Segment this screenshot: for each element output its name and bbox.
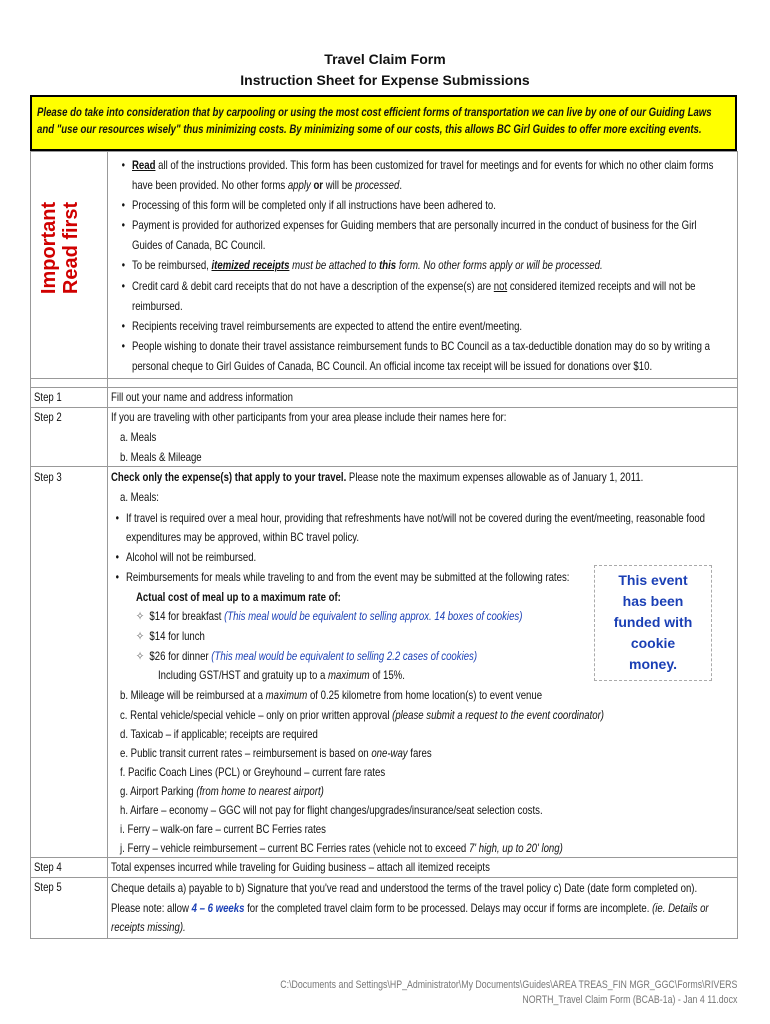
meal-rate-lunch: ✧ $14 for lunch bbox=[136, 629, 205, 643]
row-divider bbox=[30, 857, 738, 858]
instruction-bullet-2: • Processing of this form will be completed only if all instructions have been adhered to. bbox=[132, 198, 496, 213]
step-5-processing-note-cont: receipts missing). bbox=[111, 920, 186, 934]
step-3-ferry-walk: i. Ferry – walk-on fare – current BC Ferries rates bbox=[120, 822, 326, 836]
step-3-mileage: b. Mileage will be reimbursed at a maximum of 0.25 kilometre from home location(s) to event venue bbox=[120, 688, 543, 702]
notice-line-2: and "use our resources wisely" thus minimizing costs. By minimizing some of our costs, this allows BC Girl Guides to offer more exciting events. bbox=[37, 122, 702, 136]
step-3-transit: e. Public transit current rates – reimbursement is based on one-way fares bbox=[120, 746, 432, 760]
step-3-text: Check only the expense(s) that apply to your travel. Please note the maximum expenses allowable as of January 1, 2011. bbox=[111, 470, 644, 484]
step-3-parking: g. Airport Parking (from home to nearest airport) bbox=[120, 784, 324, 798]
step-4-label: Step 4 bbox=[34, 860, 62, 874]
notice-line-1: Please do take into consideration that by carpooling or using the most cost efficient forms of transportation we can live by one of our Guiding Laws bbox=[37, 105, 712, 119]
meal-rate-breakfast: ✧ $14 for breakfast (This meal would be equivalent to selling approx. 14 boxes of cookies) bbox=[136, 609, 523, 623]
meal-rule-3: • Reimbursements for meals while traveling to and from the event may be submitted at the following rates: bbox=[126, 570, 569, 585]
instruction-bullet-6: • Recipients receiving travel reimbursements are expected to attend the entire event/meeting. bbox=[132, 319, 522, 334]
step-2-label: Step 2 bbox=[34, 410, 62, 424]
page-title: Travel Claim Form bbox=[324, 51, 446, 67]
step-1-label: Step 1 bbox=[34, 390, 62, 404]
instruction-bullet-1-cont: have been provided. No other forms apply or will be processed. bbox=[132, 178, 403, 192]
row-divider bbox=[30, 877, 738, 878]
step-3-ferry-vehicle: j. Ferry – vehicle reimbursement – current BC Ferries rates (vehicle not to exceed 7' high, up to 20' long) bbox=[120, 841, 563, 855]
step-3-taxicab: d. Taxicab – if applicable; receipts are required bbox=[120, 727, 318, 741]
carpool-notice bbox=[30, 95, 737, 151]
document-path-footer: C:\Documents and Settings\HP_Administrator\My Documents\Guides\AREA TREAS_FIN MGR_GGC\Forms\RIVERS NORTH_Travel Claim Form (BCAB-1a) - Jan 4 11.docx bbox=[279, 979, 737, 1006]
meal-gst-note: Including GST/HST and gratuity up to a maximum of 15%. bbox=[158, 668, 405, 682]
step-1-text: Fill out your name and address information bbox=[111, 390, 293, 404]
step-4-text: Total expenses incurred while traveling for Guiding business – attach all itemized receipts bbox=[111, 860, 490, 874]
instruction-bullet-1: • Read all of the instructions provided. This form has been customized for travel for meetings and for events for which no other claim forms bbox=[132, 158, 713, 173]
step-2-text: If you are traveling with other participants from your area please include their names here for: bbox=[111, 410, 507, 424]
row-divider bbox=[30, 466, 738, 467]
instruction-bullet-5: • Credit card & debit card receipts that do not have a description of the expense(s) are not considered itemized receipts and will not be bbox=[132, 279, 696, 294]
step-3-airfare: h. Airfare – economy – GGC will not pay for flight changes/upgrades/insurance/seat selection costs. bbox=[120, 803, 543, 817]
instruction-bullet-3: • Payment is provided for authorized expenses for Guiding members that are personally incurred in the conduct of business for the Girl bbox=[132, 218, 697, 233]
meal-rate-dinner: ✧ $26 for dinner (This meal would be equivalent to selling 2.2 cases of cookies) bbox=[136, 649, 478, 663]
step-5-processing-note: Please note: allow 4 – 6 weeks for the completed travel claim form to be processed. Delays may occur if forms are incomplete. (ie. Details or bbox=[111, 901, 709, 915]
read-first-label: Read first bbox=[60, 201, 82, 295]
row-divider bbox=[30, 387, 738, 388]
step-2-option-a: a. Meals bbox=[120, 430, 157, 444]
step-3-meals: a. Meals: bbox=[120, 490, 159, 504]
meal-rule-1-cont: expenditures may be approved, within BC travel policy. bbox=[126, 530, 360, 544]
step-3-rental: c. Rental vehicle/special vehicle – only on prior written approval (please submit a request to the event coordinator) bbox=[120, 708, 604, 722]
instruction-bullet-4: • To be reimbursed, itemized receipts must be attached to this form. No other forms apply or will be processed. bbox=[132, 258, 603, 273]
important-read-first-label bbox=[38, 158, 82, 338]
step-3-label: Step 3 bbox=[34, 470, 62, 484]
instruction-bullet-3-cont: Guides of Canada, BC Council. bbox=[132, 238, 266, 252]
step-5-text: Cheque details a) payable to b) Signature that you've read and understood the terms of the travel policy c) Date (date form completed on). bbox=[111, 881, 698, 895]
instruction-bullet-5-cont: reimbursed. bbox=[132, 299, 183, 313]
meal-rule-2: • Alcohol will not be reimbursed. bbox=[126, 550, 256, 565]
instruction-bullet-7-cont: personal cheque to Girl Guides of Canada, BC Council. An official income tax receipt will be issued for donations over $10. bbox=[132, 359, 653, 373]
step-3-coach: f. Pacific Coach Lines (PCL) or Greyhound – current fare rates bbox=[120, 765, 386, 779]
cookie-money-callout: This event has been funded with cookie money. bbox=[594, 565, 712, 681]
step-2-option-b: b. Meals & Mileage bbox=[120, 450, 202, 464]
important-label: Important bbox=[38, 201, 60, 295]
meal-rule-1: • If travel is required over a meal hour, providing that refreshments have not/will not be covered during the event/meeting, reasonable food bbox=[126, 511, 705, 526]
meal-max-heading: Actual cost of meal up to a maximum rate of: bbox=[136, 590, 341, 604]
column-divider bbox=[107, 151, 108, 938]
row-divider bbox=[30, 407, 738, 408]
row-divider bbox=[30, 378, 738, 379]
page-subtitle: Instruction Sheet for Expense Submissions bbox=[240, 72, 530, 88]
instruction-bullet-7: • People wishing to donate their travel assistance reimbursement funds to BC Council as a tax-deductible donation may do so by writing a bbox=[132, 339, 710, 354]
step-5-label: Step 5 bbox=[34, 880, 62, 894]
